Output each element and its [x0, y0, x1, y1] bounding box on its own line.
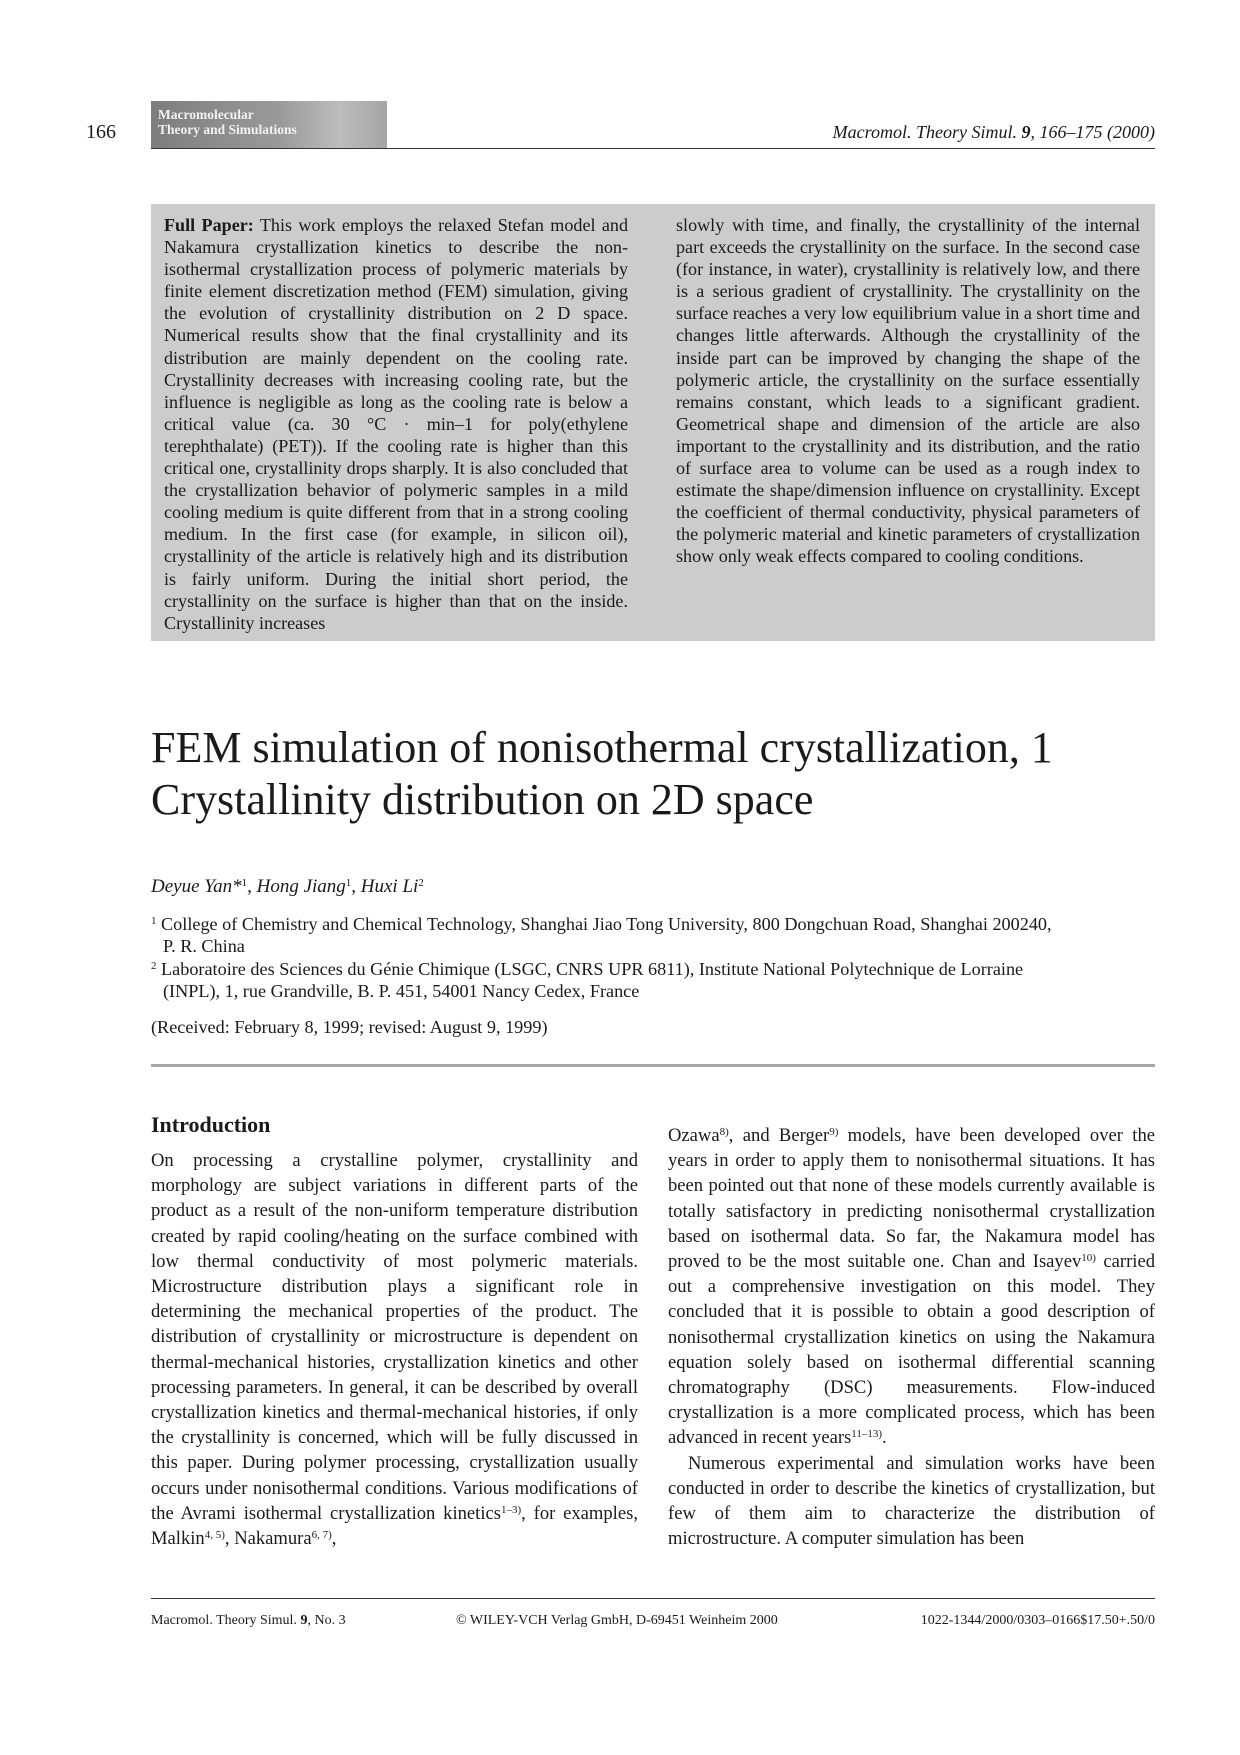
footer-copyright: © WILEY-VCH Verlag GmbH, D-69451 Weinheim 2000 [456, 1613, 778, 1628]
author-affiliation-mark: 2 [418, 877, 424, 889]
paper-title [151, 722, 1155, 826]
body-paragraph [668, 1123, 1155, 1451]
body-text: On processing a crystalline polymer, crystallinity and morphology are subject variations in different parts of the product as a result of the non-uniform temperature distribution created by rapid cooling/heating on the surface combined with low thermal conductivity of most polymeric materials. Microstructure distribution plays a significant role in determining the mechanical properties of the product. The distribution of crystallinity or microstructure is dependent on thermal-mechanical histories, crystallization kinetics and other processing parameters. In general, it can be described by overall crystallization kinetics and thermal-mechanical histories, if only the crystallinity is concerned, which will be fully discussed in this paper. During polymer processing, crystallization usually occurs under nonisothermal conditions. Various modifications of the Avrami isothermal crystallization kinetics [151, 1150, 638, 1524]
body-text: models, have been developed over the years in order to apply them to nonisothermal situations. It has been pointed out that none of these models currently available is totally satisfactory in predicting nonisothermal crystallization based on isothermal data. So far, the Nakamura model has proved to be the most suitable one. Chan and Isayev [668, 1125, 1155, 1273]
body-text: , for examples, Malkin [151, 1502, 638, 1550]
section-divider [151, 1064, 1155, 1067]
author-name: Deyue Yan* [151, 876, 242, 897]
page-number: 166 [86, 121, 116, 143]
section-heading-introduction: Introduction [151, 1112, 271, 1137]
header-citation [833, 122, 1155, 143]
body-text: , and Berger [728, 1125, 830, 1146]
body-text: Ozawa [668, 1125, 720, 1146]
citation-ref: 4, 5) [204, 1529, 225, 1542]
journal-logo-line2: Theory and Simulations [158, 122, 297, 137]
citation-ref: 9) [829, 1126, 839, 1138]
citation-ref: 10) [1081, 1252, 1096, 1265]
footer-issn: 1022-1344/2000/0303–0166$17.50+.50/0 [920, 1613, 1155, 1628]
body-text: , Nakamura [224, 1528, 312, 1550]
author-list: Deyue Yan*$^1$, Hong Jiang$^1$, Huxi Li$^2$ [151, 876, 424, 897]
affiliation-mark: 2 [151, 960, 157, 972]
affiliation-text: (INPL), 1, rue Grandville, B. P. 451, 54001 Nancy Cedex, France [163, 981, 640, 1001]
citation-ref: 8) [719, 1126, 729, 1138]
body-paragraph: Numerous experimental and simulation works have been conducted in order to describe the kinetics of crystallization, but few of them aim to characterize the distribution of microstructure. A computer simulation has been [668, 1452, 1155, 1550]
body-paragraph [151, 1148, 638, 1551]
author-affiliation-mark: 1 [345, 877, 352, 889]
header-rule [151, 148, 1155, 149]
affiliation-text: College of Chemistry and Chemical Technology, Shanghai Jiao Tong University, 800 Dongchuan Road, Shanghai 200240, [161, 914, 1052, 934]
title-line-2: Crystallinity distribution on 2D space [151, 775, 814, 824]
affiliation-1 [151, 913, 1155, 957]
abstract-label: Full Paper: [164, 215, 254, 235]
title-line-1: FEM simulation of nonisothermal crystallization, 1 [151, 723, 1053, 772]
affiliation-text: P. R. China [163, 936, 245, 956]
affiliation-text: Laboratoire des Sciences du Génie Chimique (LSGC, CNRS UPR 6811), Institute National Polytechnique de Lorraine [161, 959, 1024, 979]
footer-journal [151, 1613, 346, 1629]
citation-pages: , 166–175 (2000) [1030, 122, 1155, 142]
journal-logo [151, 101, 387, 149]
abstract-column-left [164, 214, 628, 634]
received-dates: (Received: February 8, 1999; revised: August 9, 1999) [151, 1017, 548, 1037]
author-name: Hong Jiang [256, 876, 346, 897]
journal-logo-line1: Macromolecular [158, 107, 254, 122]
body-text: , [331, 1528, 337, 1550]
footer-rule [151, 1598, 1155, 1599]
body-text: carried out a comprehensive investigation on this model. They concluded that it is possible to obtain a good description of nonisothermal crystallization kinetics on using the Nakamura equation solely based on isothermal differential scanning chromatography (DSC) measurements. Flow-induced crystallization is a more complicated process, which has been advanced in recent years [668, 1251, 1155, 1449]
footer-journal-name: Macromol. Theory Simul. [151, 1613, 297, 1628]
body-column-right [668, 1123, 1155, 1551]
author-affiliation-mark: 1 [241, 877, 248, 889]
citation-ref: 11–13) [851, 1428, 883, 1441]
abstract-column-right: slowly with time, and finally, the crystallinity of the internal part exceeds the crystallinity on the surface. In the second case (for instance, in water), crystallinity is relatively low, and there is a serious gradient of crystallinity. The crystallinity on the surface reaches a very low equilibrium value in a short time and changes little afterwards. Although the crystallinity of the inside part can be improved by changing the shape of the polymeric article, the crystallinity on the surface essentially remains constant, which leads to a significant gradient. Geometrical shape and dimension of the article are also important to the crystallinity and its distribution, and the ratio of surface area to volume can be used as a rough index to estimate the shape/dimension influence on crystallinity. Except the coefficient of thermal conductivity, physical parameters of the polymeric material and kinetic parameters of crystallization show only weak effects compared to cooling conditions. [676, 215, 1140, 567]
citation-ref: 1–3) [501, 1503, 522, 1516]
author-name: Huxi Li [360, 876, 419, 897]
citation-volume: 9 [1021, 122, 1031, 142]
body-column-left [151, 1148, 638, 1551]
affiliation-mark: 1 [151, 915, 157, 927]
footer-issue: , No. 3 [307, 1613, 346, 1628]
affiliation-2 [151, 958, 1155, 1002]
abstract-box [151, 204, 1155, 641]
citation-ref: 6, 7) [311, 1529, 332, 1542]
citation-journal: Macromol. Theory Simul. [832, 122, 1017, 142]
footer-volume: 9 [300, 1613, 308, 1628]
abstract-text-left: This work employs the relaxed Stefan model and Nakamura crystallization kinetics to describe the non-isothermal crystallization process of polymeric materials by finite element discretization method (FEM) simulation, giving the evolution of crystallinity distribution on 2 D space. Numerical results show that the final crystallinity and its distribution are mainly dependent on the cooling rate. Crystallinity decreases with increasing cooling rate, but the influence is negligible as long as the cooling rate is below a critical value (ca. 30 °C · min–1 for poly(ethylene terephthalate) (PET)). If the cooling rate is higher than this critical one, crystallinity drops sharply. It is also concluded that the crystallization behavior of polymeric samples in a mild cooling medium is quite different from that in a strong cooling medium. In the first case (for example, in silicon oil), crystallinity of the article is relatively high and its distribution is fairly uniform. During the initial short period, the crystallinity on the surface is higher than that on the inside. Crystallinity increases [164, 215, 628, 633]
body-text: . [882, 1427, 887, 1449]
